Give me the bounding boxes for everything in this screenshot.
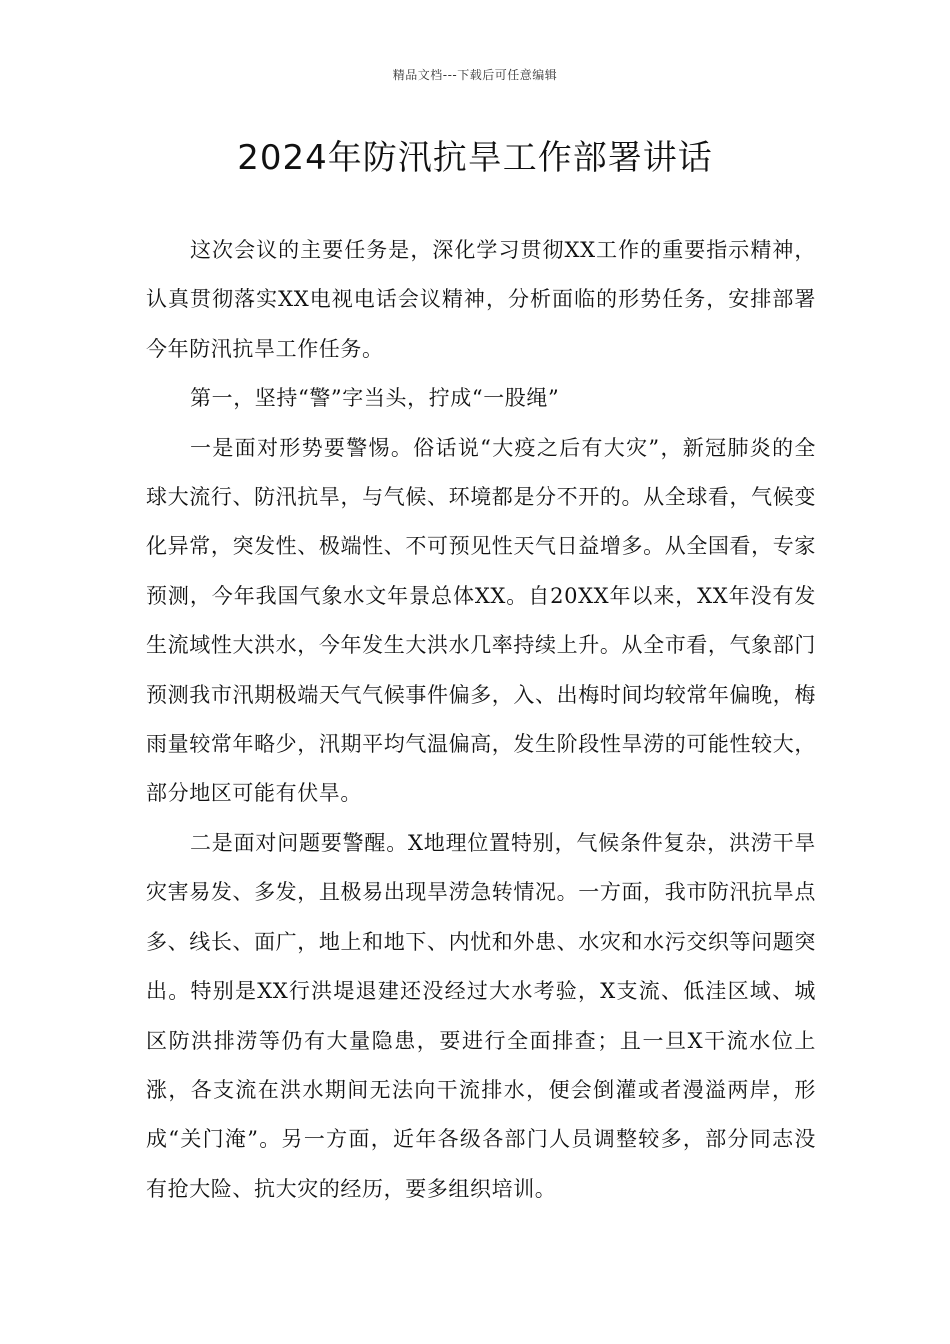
header-note: 精品文档---下载后可任意编辑	[392, 68, 558, 82]
paragraph-intro: 这次会议的主要任务是，深化学习贯彻XX工作的重要指示精神，认真贯彻落实XX电视电话会议精神，分析面临的形势任务，安排部署今年防汛抗旱工作任务。	[146, 238, 816, 361]
paragraph-problems: 二是面对问题要警醒。X地理位置特别，气候条件复杂，洪涝干旱灾害易发、多发，且极易出现旱涝急转情况。一方面，我市防汛抗旱点多、线长、面广，地上和地下、内忧和外患、水灾和水污交织等问题突出。特别是XX行洪堤退建还没经过大水考验，X支流、低洼区域、城区防洪排涝等仍有大量隐患，要进行全面排查；且一旦X干流水位上涨，各支流在洪水期间无法向干流排水，便会倒灌或者漫溢两岸，形成“关门淹”。另一方面，近年各级各部门人员调整较多，部分同志没有抢大险、抗大灾的经历，要多组织培训。	[146, 830, 816, 1201]
paragraph-situation: 一是面对形势要警惕。俗话说“大疫之后有大灾”，新冠肺炎的全球大流行、防汛抗旱，与气候、环境都是分不开的。从全球看，气候变化异常，突发性、极端性、不可预见性天气日益增多。从全国看，专家预测，今年我国气象水文年景总体XX。自20XX年以来，XX年没有发生流域性大洪水，今年发生大洪水几率持续上升。从全市看，气象部门预测我市汛期极端天气气候事件偏多，入、出梅时间均较常年偏晚，梅雨量较常年略少，汛期平均气温偏高，发生阶段性旱涝的可能性较大，部分地区可能有伏旱。	[146, 435, 816, 806]
section-heading-first: 第一，坚持“警”字当头，拧成“一股绳”	[190, 386, 560, 411]
document-body	[146, 226, 816, 1214]
document-title: 2024年防汛抗旱工作部署讲话	[237, 138, 713, 178]
